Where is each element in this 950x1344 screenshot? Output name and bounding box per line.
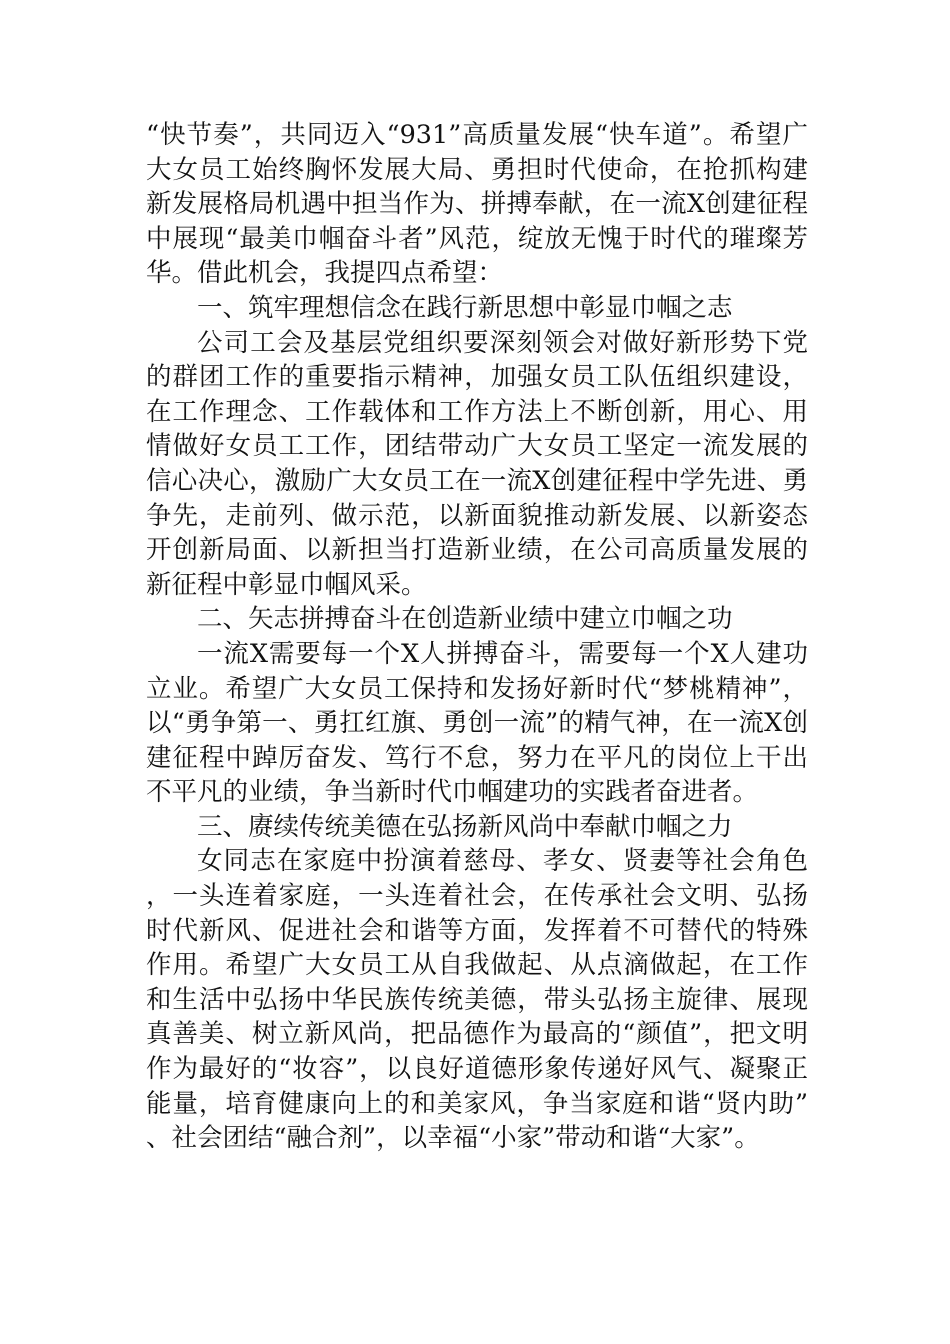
- section-heading-2: 二、矢志拼搏奋斗在创造新业绩中建立巾帼之功: [197, 604, 733, 635]
- opening-paragraph: “快节奏”，共同迈入“931”高质量发展“快车道”。希望广大女员工始终胸怀发展大局、勇担时代使命，在抢抓构建新发展格局机遇中担当作为、拼搏奉献，在一流X创建征程中展现“最美巾帼奋斗者”风范，绽放无愧于时代的璀璨芳华。借此机会，我提四点希望：: [146, 120, 808, 289]
- section-body-1: 公司工会及基层党组织要深刻领会对做好新形势下党的群团工作的重要指示精神，加强女员工队伍组织建设，在工作理念、工作载体和工作方法上不断创新，用心、用情做好女员工工作，团结带动广大女员工坚定一流发展的信心决心，激励广大女员工在一流X创建征程中学先进、勇争先，走前列、做示范，以新面貌推动新发展、以新姿态开创新局面、以新担当打造新业绩，在公司高质量发展的新征程中彰显巾帼风采。: [146, 327, 808, 600]
- document-body: [146, 118, 808, 1156]
- section-body-2: 一流X需要每一个X人拼搏奋斗，需要每一个X人建功立业。希望广大女员工保持和发扬好新时代“梦桃精神”，以“勇争第一、勇扛红旗、勇创一流”的精气神，在一流X创建征程中踔厉奋发、笃行不怠，努力在平凡的岗位上干出不平凡的业绩，争当新时代巾帼建功的实践者奋进者。: [146, 638, 808, 808]
- section-heading-3: 三、赓续传统美德在弘扬新风尚中奉献巾帼之力: [197, 811, 733, 842]
- section-body-3: 女同志在家庭中扮演着慈母、孝女、贤妻等社会角色，一头连着家庭，一头连着社会，在传承社会文明、弘扬时代新风、促进社会和谐等方面，发挥着不可替代的特殊作用。希望广大女员工从自我做起、从点滴做起，在工作和生活中弘扬中华民族传统美德，带头弘扬主旋律、展现真善美、树立新风尚，把品德作为最高的“颜值”，把文明作为最好的“妆容”，以良好道德形象传递好风气、凝聚正能量，培育健康向上的和美家风，争当家庭和谐“贤内助”、社会团结“融合剂”，以幸福“小家”带动和谐“大家”。: [146, 846, 808, 1154]
- section-heading-1: 一、筑牢理想信念在践行新思想中彰显巾帼之志: [197, 292, 733, 323]
